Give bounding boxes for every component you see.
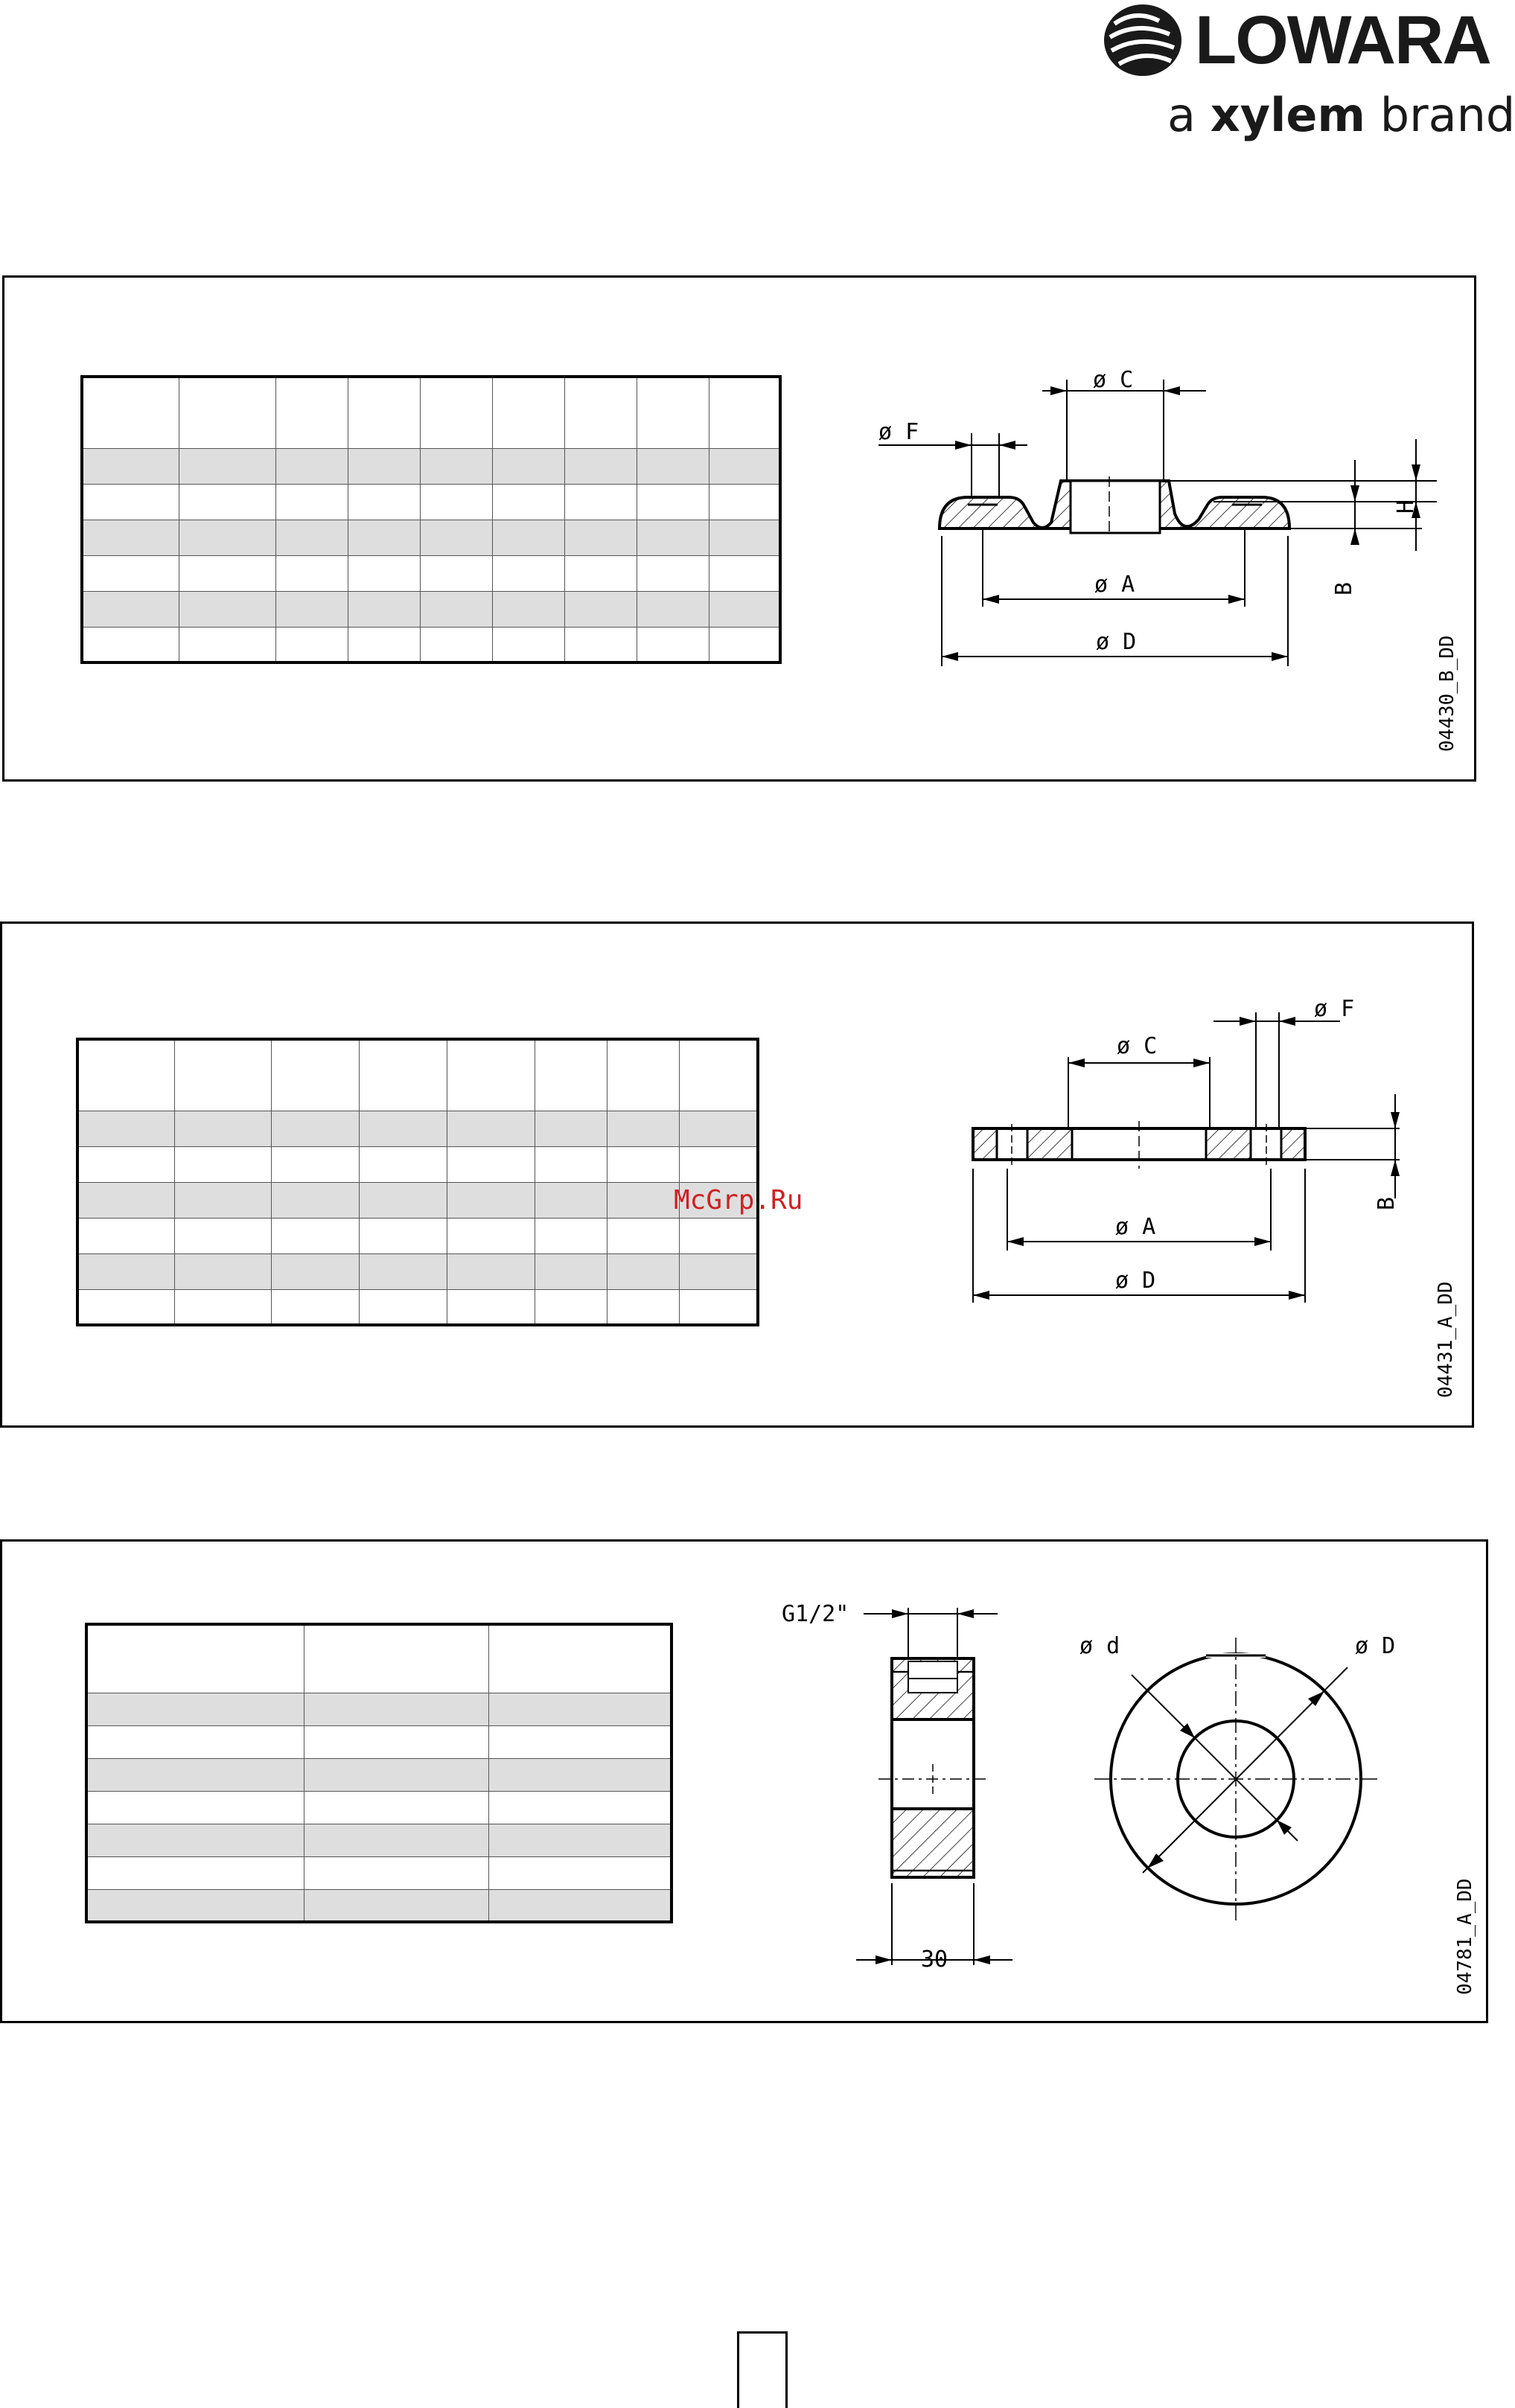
table-row (82, 591, 780, 627)
label-diameter-a: ø A (1115, 1214, 1156, 1240)
label-diameter-d: ø D (1096, 629, 1137, 655)
watermark: McGrp.Ru (674, 1185, 803, 1216)
label-diameter-c: ø C (1117, 1033, 1158, 1059)
flange-drawing-2 (893, 983, 1474, 1399)
page-number-box (737, 2331, 788, 2408)
table-row (77, 1289, 758, 1325)
table-row (82, 520, 780, 555)
brand-tagline: a xylem brand (1167, 88, 1515, 142)
table-row (82, 448, 780, 484)
table-row (82, 484, 780, 520)
label-width: 30 (921, 1946, 948, 1973)
label-diameter-f: ø F (878, 419, 919, 445)
lowara-drop-icon (1098, 1, 1187, 83)
table-row (86, 1693, 672, 1725)
table-row (77, 1218, 758, 1253)
dimension-table-2 (76, 1038, 759, 1326)
table-row (86, 1758, 672, 1791)
table-row (77, 1253, 758, 1289)
dimension-table-3 (85, 1623, 673, 1923)
label-b: B (1374, 1196, 1400, 1210)
drawing-code: 04430_B_DD (1436, 635, 1458, 752)
label-diameter-c: ø C (1093, 367, 1134, 393)
table-row (82, 555, 780, 591)
label-diameter-d-small: ø d (1079, 1633, 1120, 1659)
label-diameter-d-big: ø D (1355, 1633, 1396, 1659)
table-row (77, 1182, 758, 1218)
brand-name: LOWARA (1195, 2, 1490, 78)
brand-logo (1094, 0, 1515, 164)
label-diameter-f: ø F (1314, 996, 1355, 1022)
label-thread: G1/2" (782, 1601, 849, 1627)
table-row (86, 1856, 672, 1889)
table-row (82, 627, 780, 662)
flange-drawing-1 (856, 350, 1467, 767)
label-h: H (1393, 499, 1419, 514)
drawing-code: 04781_A_DD (1454, 1878, 1476, 1995)
table-row (77, 1146, 758, 1182)
table-row (86, 1725, 672, 1758)
table-row (77, 1111, 758, 1146)
label-b: B (1331, 581, 1357, 595)
ring-drawing (767, 1578, 1481, 1995)
label-diameter-a: ø A (1094, 572, 1135, 598)
table-row (86, 1889, 672, 1922)
drawing-code: 04431_A_DD (1435, 1281, 1457, 1398)
dimension-table-1 (80, 375, 782, 664)
label-diameter-d: ø D (1115, 1268, 1156, 1294)
table-row (86, 1791, 672, 1824)
table-row (86, 1824, 672, 1856)
